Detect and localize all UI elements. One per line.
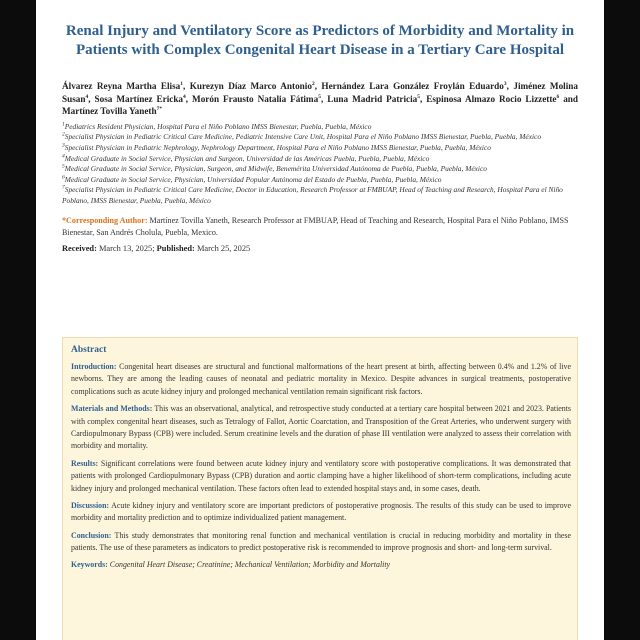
affiliation: $^6$Medical Graduate in Social Service, Physician, Universidad Popular Autónoma del Estado de Puebla, Puebla, Puebla, México <box>62 174 442 184</box>
author: Martínez Tovilla Yaneth$^{7*}$ <box>62 106 163 117</box>
author: Sosa Martínez Ericka$^4$, <box>94 93 193 104</box>
section-text: Congenital heart diseases are structural and functional malformations of the heart present at birth, affecting between 0.4% and 1.2% of live newborns. They are among the leading causes of neonatal and pediatric mortality in Mexico. Despite advances in surgical treatments, postoperative complications such as acute kidney injury and prolonged mechanical ventilation remain significant risk factors. <box>71 362 571 396</box>
dates-line <box>62 244 578 253</box>
abstract-box <box>62 337 578 640</box>
abstract-section <box>71 530 571 555</box>
section-text: This was an observational, analytical, and retrospective study conducted at a tertiary care hospital between 2021 and 2023. Patients with complex congenital heart diseases, such as Tetralogy of Fallot, Aortic Coarctation, and Transposition of the Great Arteries, who underwent surgery with Cardiopulmonary Bypass (CPB) were included. Serum creatinine levels and the duration of phase III ventilation were analyzed to assess their correlation with morbidity and mortality. <box>71 404 571 451</box>
section-text: This study demonstrates that monitoring renal function and mechanical ventilation is crucial in reducing morbidity and mortality in these patients. The use of these parameters as indicators to predict postoperative risk is recommended to improve prognosis and short- and long-term survival. <box>71 530 571 553</box>
author: Kurezyn Díaz Marco Antonio$^2$, <box>189 80 322 91</box>
author: Espinosa Almazo Rocio Lizzette$^6$ and <box>426 93 579 104</box>
author: Álvarez Reyna Martha Elisa$^1$, <box>62 80 190 91</box>
abstract-section <box>71 500 571 525</box>
abstract-section <box>71 403 571 453</box>
corresponding-author <box>62 215 578 240</box>
affiliation: $^3$Specialist Physician in Pediatric Nephrology, Nephrology Department, Hospital Para el Niño Poblano IMSS Bienestar, Puebla, Puebla, México <box>62 142 491 152</box>
affiliation: $^7$Specialist Physician in Pediatric Critical Care Medicine, Doctor in Education, Research Professor at FMBUAP, Head of Teaching and Research, Hospital Para el Niño Poblano, IMSS Bienestar, Puebla, Puebla, México <box>62 184 563 205</box>
author-list <box>62 80 578 118</box>
affiliation: $^2$Specialist Physician in Pediatric Critical Care Medicine, Pediatric Intensive Care Unit, Hospital Para el Niño Poblano IMSS Bienestar, Puebla, Puebla, México <box>62 131 542 142</box>
section-label: Introduction: <box>71 362 117 371</box>
abstract-sections <box>71 361 571 555</box>
section-text: Significant correlations were found between acute kidney injury and ventilatory score with postoperative complications. It was demonstrated that patients with prolonged Cardiopulmonary Bypass (CPB) duration and aortic clamping have a higher likelihood of short-term complications, including acute kidney injury and prolonged mechanical ventilation. These factors often lead to extended hospital stays and, in some cases, death. <box>71 458 571 493</box>
section-label: Conclusion: <box>71 530 112 540</box>
published-date: March 25, 2025 <box>194 243 251 253</box>
keywords-label: Keywords: <box>71 559 108 569</box>
abstract-heading: Abstract <box>71 345 107 355</box>
published-label: Published: <box>156 243 195 253</box>
author: Jiménez Molina Susan$^4$, <box>62 81 578 104</box>
paper-title: Renal Injury and Ventilatory Score as Predictors of Morbidity and Mortality in Patients with Complex Congenital Heart Disease in a Tertiary Care Hospital <box>65 23 575 58</box>
affiliation-list <box>62 122 578 207</box>
affiliation: $^4$Medical Graduate in Social Service, Physician and Surgeon, Universidad de las Américas Puebla, Puebla, Puebla, México <box>62 153 430 163</box>
received-label: Received: <box>62 243 97 253</box>
abstract-section <box>71 458 571 495</box>
affiliation: $^1$Pediatrics Resident Physician, Hospital Para el Niño Poblano IMSS Bienestar, Puebla, Puebla, México <box>62 121 372 131</box>
received-date: March 13, 2025; <box>96 243 157 253</box>
section-label: Discussion: <box>71 501 110 511</box>
affiliation: $^5$Medical Graduate in Social Service, Physician, Surgeon, and Midwife, Benemérita Universidad Autónoma de Puebla, Puebla, Puebla, México <box>62 163 487 174</box>
corresponding-text: Martínez Tovilla Yaneth, Research Professor at FMBUAP, Head of Teaching and Research, Hospital Para el Niño Poblano, IMSS Bienestar, San Andrés Cholula, Puebla, Mexico. <box>62 215 569 238</box>
author: Hernández Lara González Froylán Eduardo$^3$, <box>321 80 514 91</box>
author: Morón Frausto Natalia Fátima$^5$, <box>192 93 328 104</box>
keywords <box>71 560 571 569</box>
section-label: Materials and Methods: <box>71 404 153 414</box>
section-text: Acute kidney injury and ventilatory score are important predictors of postoperative prognosis. The results of this study can be used to improve morbidity and mortality prediction and to optimize individualized patient management. <box>71 501 571 523</box>
section-label: Results: <box>71 458 99 468</box>
keywords-text: Congenital Heart Disease; Creatinine; Mechanical Ventilation; Morbidity and Mortality <box>107 559 391 569</box>
corresponding-label: *Corresponding Author: <box>62 215 148 225</box>
author: Luna Madrid Patricia$^5$, <box>327 93 427 104</box>
abstract-section <box>71 361 571 398</box>
